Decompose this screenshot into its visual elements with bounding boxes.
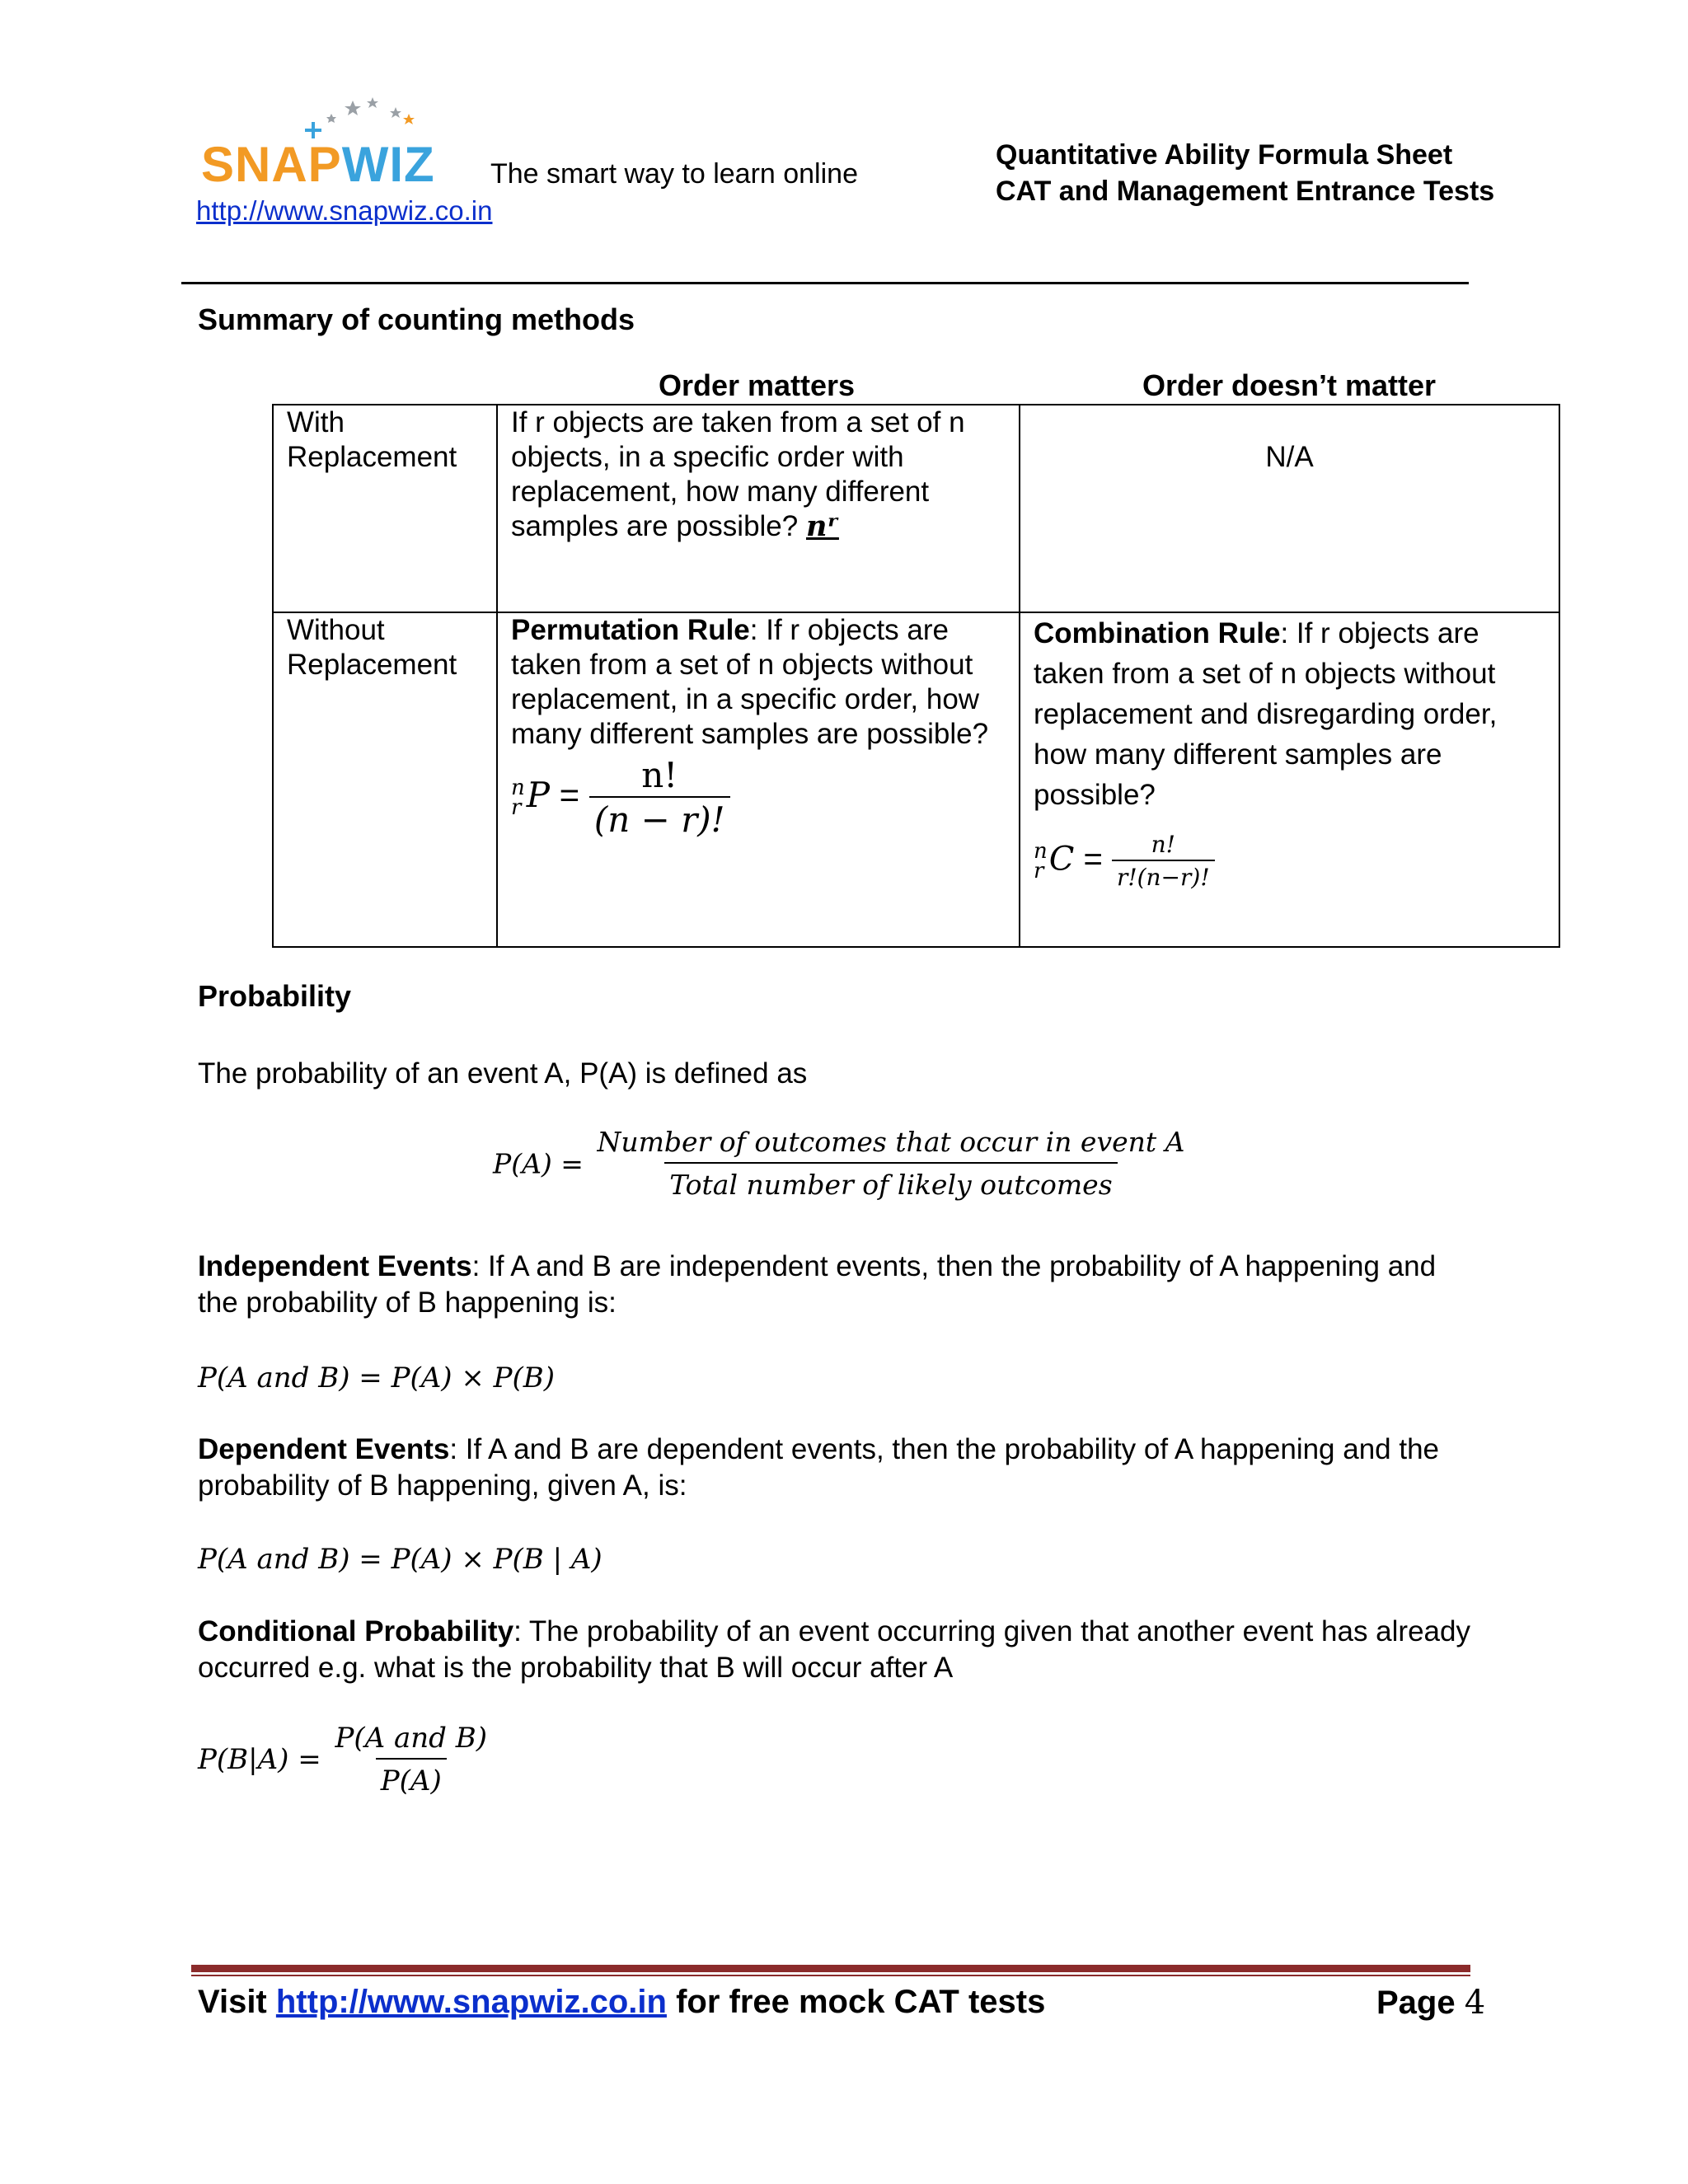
independent-events-paragraph — [198, 1249, 1484, 1321]
counting-methods-table — [272, 404, 1560, 948]
permutation-numerator: n! — [641, 755, 678, 795]
column-header-order-matters: Order matters — [658, 368, 856, 402]
conditional-probability-text: : The probability of an event occurring given that another event has already occurred e.g. what is the probability that B will occur after A — [198, 1615, 1470, 1684]
header-site-link[interactable]: http://www.snapwiz.co.in — [196, 195, 493, 226]
page-number-value: 4 — [1464, 1984, 1486, 2022]
dependent-events-title: Dependent Events — [198, 1433, 450, 1465]
table-row-with-replacement — [273, 405, 1559, 612]
permutation-rule-title: Permutation Rule — [511, 614, 750, 646]
cell-with-replacement-unordered: N/A — [1020, 405, 1559, 612]
conditional-denominator: P(A) — [376, 1758, 447, 1801]
probability-heading: Probability — [198, 979, 352, 1013]
combination-numerator: n! — [1151, 831, 1175, 858]
independent-events-text: : If A and B are independent events, then the probability of A happening and the probability of B happening is: — [198, 1250, 1437, 1319]
combination-denominator: r!(n−r)! — [1112, 860, 1215, 893]
row-label-line: Replacement — [287, 649, 457, 681]
dependent-events-paragraph — [198, 1432, 1484, 1504]
conditional-probability-title: Conditional Probability — [198, 1615, 514, 1647]
footer-site-link[interactable]: http://www.snapwiz.co.in — [275, 1984, 667, 2020]
footer-rest: for free mock CAT tests — [676, 1984, 1046, 2020]
document-title-line2: CAT and Management Entrance Tests — [996, 176, 1495, 207]
counting-methods-heading: Summary of counting methods — [198, 302, 635, 336]
definition-denominator: Total number of likely outcomes — [664, 1162, 1117, 1205]
permutation-formula: n r P = $\frac{n!}{(n - r)!}$ — [511, 755, 1006, 841]
table-row-without-replacement — [273, 612, 1559, 947]
combination-rule-text: : If r objects are taken from a set of n objects without replacement and disregarding order, how many different samples are possible? — [1034, 617, 1498, 811]
independent-events-title: Independent Events — [198, 1250, 472, 1282]
probability-definition: The probability of an event A, P(A) is defined as — [198, 1057, 808, 1090]
formula-n-power-r: nʳ — [805, 509, 839, 543]
row-label-line: Without — [287, 614, 385, 646]
combination-formula: n r C = $\frac{n!}{r!(n-r)!}$ — [1034, 830, 1545, 893]
cell-permutation-rule — [497, 612, 1020, 947]
header-divider — [181, 282, 1469, 284]
footer-visit: Visit — [198, 1984, 267, 2020]
combination-rule-title: Combination Rule — [1034, 617, 1281, 649]
cell-combination-rule — [1020, 612, 1559, 947]
cell-text: If r objects are taken from a set of n objects, in a specific order with replacement, how many different samples are possible? — [511, 406, 965, 542]
column-header-order-doesnt-matter: Order doesn’t matter — [1142, 368, 1437, 402]
page-label: Page — [1376, 1985, 1456, 2021]
document-title — [996, 137, 1494, 209]
row-label-with-replacement — [273, 405, 497, 612]
conditional-probability-formula — [198, 1718, 492, 1801]
snapwiz-logo — [201, 137, 435, 192]
independent-events-formula: P(A and B) = P(A) × P(B) — [198, 1361, 556, 1394]
logo-text-wiz: WIZ — [341, 137, 435, 192]
row-label-line: With — [287, 406, 345, 438]
probability-definition-formula: P(A) = $\frac{\text{Number of outcomes that occur in event A}}{\text{Total number of likely outcomes}}$ — [493, 1122, 1189, 1205]
conditional-probability-paragraph — [198, 1614, 1484, 1686]
dependent-events-formula: P(A and B) = P(A) × P(B | A) — [198, 1543, 603, 1576]
page-number — [1376, 1984, 1485, 2022]
tagline: The smart way to learn online — [490, 158, 858, 190]
row-label-line: Replacement — [287, 441, 457, 473]
footer-divider — [191, 1965, 1470, 1972]
definition-numerator: Number of outcomes that occur in event A — [597, 1126, 1185, 1158]
conditional-lhs: P(B|A) = — [198, 1743, 321, 1776]
footer-divider-thin — [191, 1975, 1470, 1976]
logo-text-snap: SNAP — [201, 137, 342, 192]
dependent-events-text: : If A and B are dependent events, then the probability of A happening and the probability of B happening, given A, is: — [198, 1433, 1440, 1502]
document-title-line1: Quantitative Ability Formula Sheet — [996, 139, 1453, 171]
footer-text — [198, 1984, 1045, 2021]
permutation-rule-text: : If r objects are taken from a set of n objects without replacement, in a specific order, how many different samples are possible? — [511, 614, 989, 750]
row-label-without-replacement — [273, 612, 497, 947]
permutation-denominator: (n − r)! — [589, 796, 730, 841]
conditional-numerator: P(A and B) — [335, 1722, 488, 1755]
cell-with-replacement-ordered — [497, 405, 1020, 612]
